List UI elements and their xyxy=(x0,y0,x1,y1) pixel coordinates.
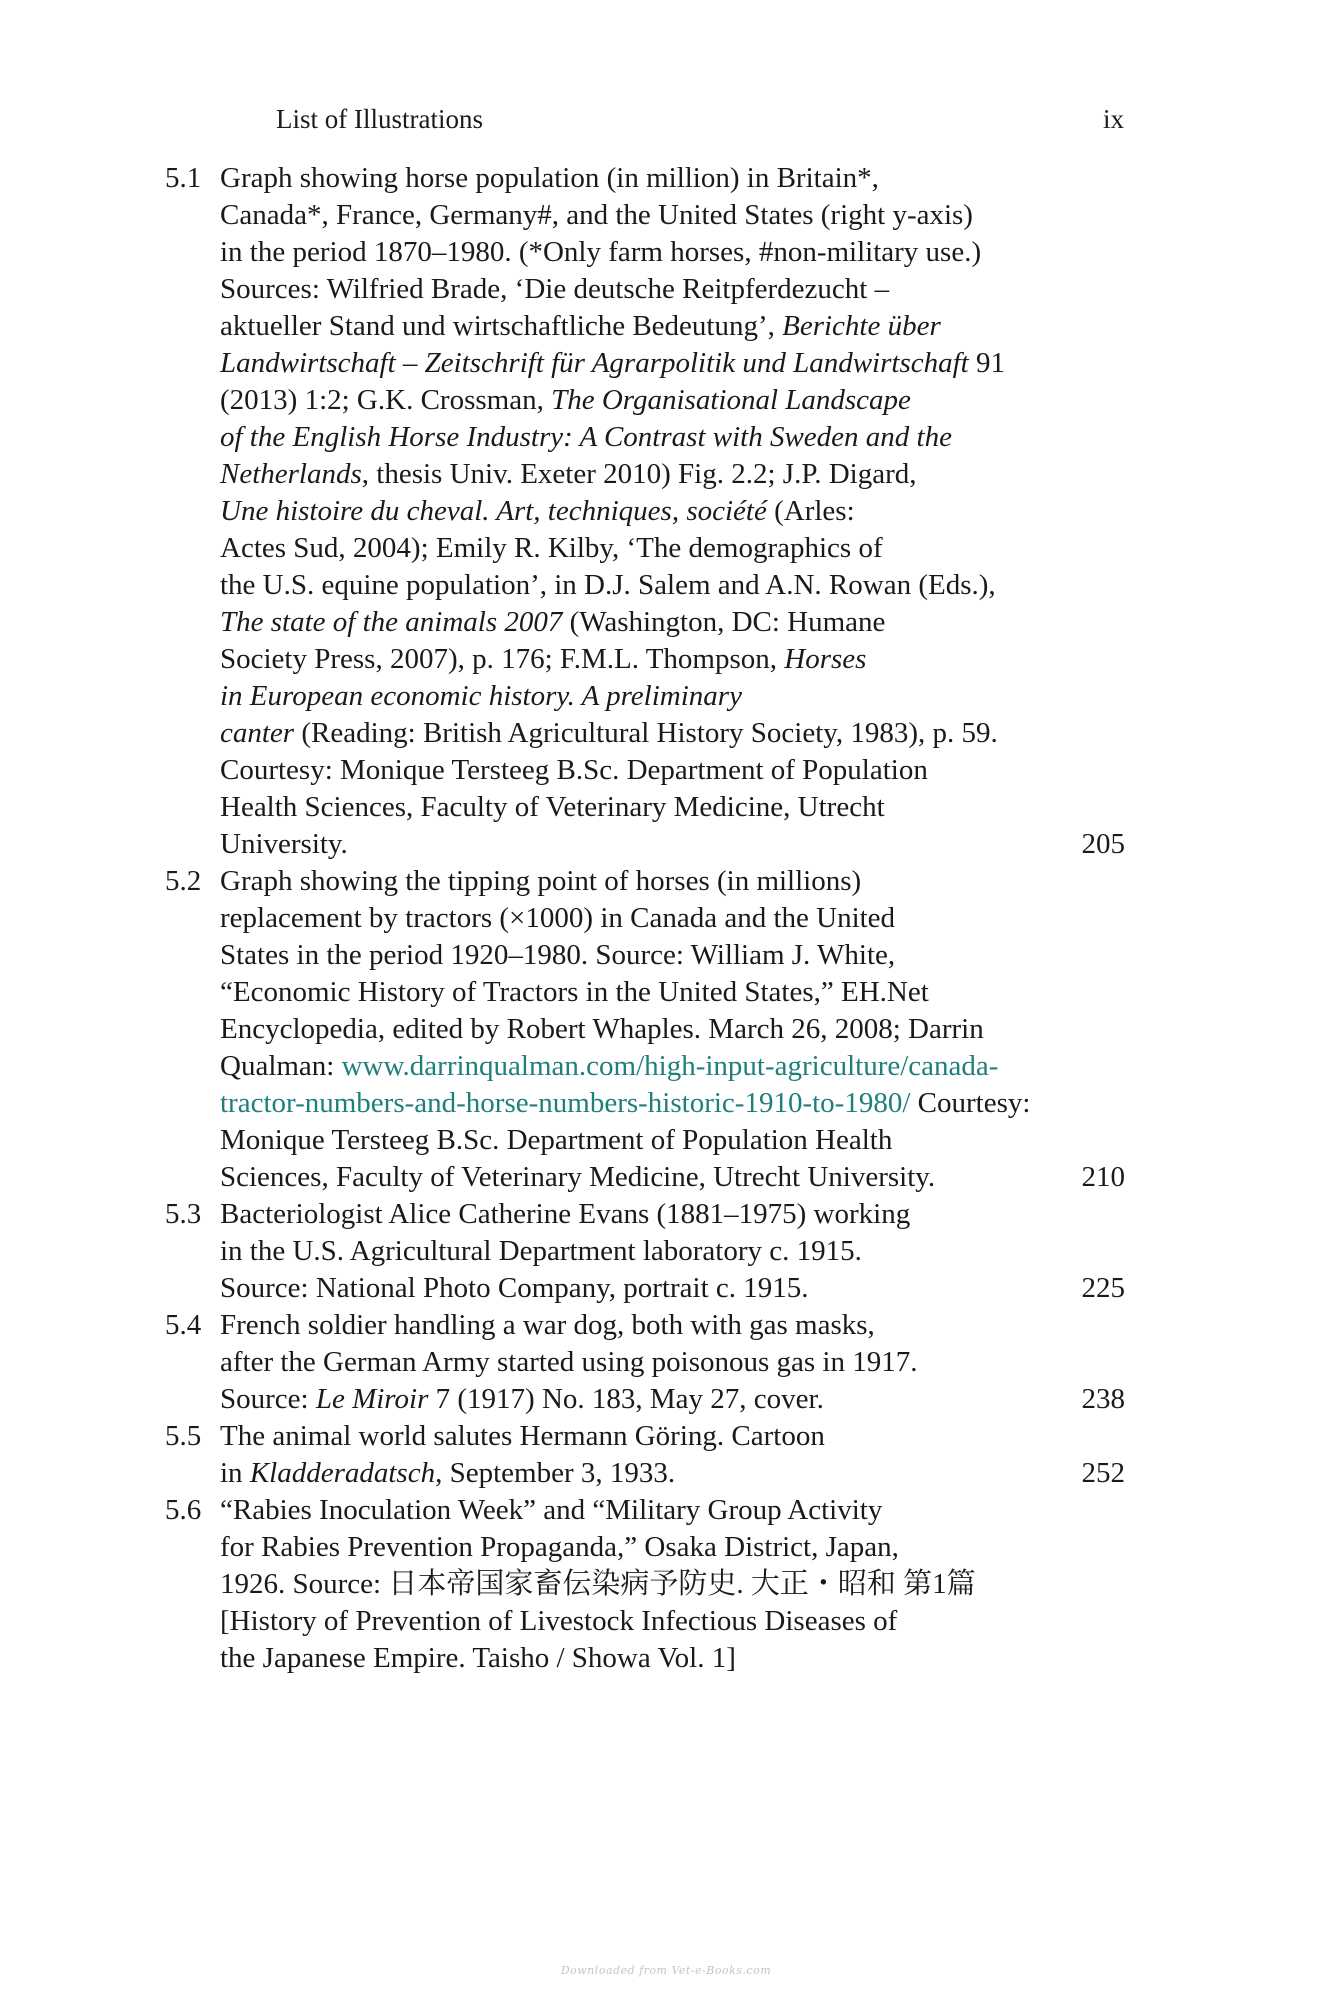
caption-line xyxy=(220,715,1125,752)
caption-italic: Netherlands xyxy=(220,458,362,490)
caption-text: after the German Army started using poisonous gas in 1917. xyxy=(220,1346,918,1378)
caption-line xyxy=(220,900,1125,937)
caption-text: Sciences, Faculty of Veterinary Medicine, Utrecht University. xyxy=(220,1161,936,1193)
caption-text: , thesis Univ. Exeter 2010) Fig. 2.2; J.P. Digard, xyxy=(361,458,917,490)
caption-line xyxy=(220,345,1125,382)
caption-italic: Une histoire du cheval. Art, techniques, société xyxy=(220,495,767,527)
caption-text: Sources: Wilfried Brade, ‘Die deutsche Reitpferdezucht – xyxy=(220,273,890,305)
caption-text: The animal world salutes Hermann Göring. Cartoon xyxy=(220,1420,825,1452)
figure-number: 5.6 xyxy=(165,1494,202,1526)
caption-text: (Arles: xyxy=(766,495,855,527)
caption-text: [History of Prevention of Livestock Infectious Diseases of xyxy=(220,1605,898,1637)
caption-line xyxy=(220,456,1125,493)
caption-line xyxy=(220,419,1125,456)
caption-line xyxy=(220,1529,1125,1566)
caption-text: Courtesy: Monique Tersteeg B.Sc. Department of Population xyxy=(220,754,928,786)
caption-link[interactable]: www.darrinqualman.com/high-input-agriculture/canada- xyxy=(341,1050,999,1082)
caption-text: 91 xyxy=(968,347,1005,379)
caption-line xyxy=(220,826,1125,863)
caption-line xyxy=(220,604,1125,641)
list-item xyxy=(165,1418,1125,1492)
caption-line xyxy=(220,1455,1125,1492)
caption-line xyxy=(220,1492,1125,1529)
caption-italic: Landwirtschaft – Zeitschrift für Agrarpolitik und Landwirtschaft xyxy=(220,347,969,379)
figure-number: 5.2 xyxy=(165,865,202,897)
caption-line xyxy=(220,382,1125,419)
caption-text: Health Sciences, Faculty of Veterinary Medicine, Utrecht xyxy=(220,791,885,823)
caption-italic: of the English Horse Industry: A Contrast with Sweden and the xyxy=(220,421,952,453)
caption-italic: Horses xyxy=(784,643,867,675)
caption-line xyxy=(220,678,1125,715)
caption-italic: The Organisational Landscape xyxy=(551,384,911,416)
caption-line xyxy=(220,1122,1125,1159)
caption-line xyxy=(220,493,1125,530)
caption-line xyxy=(220,197,1125,234)
caption-line xyxy=(220,234,1125,271)
caption-text: aktueller Stand und wirtschaftliche Bedeutung’, xyxy=(220,310,783,342)
caption-text: replacement by tractors (×1000) in Canada and the United xyxy=(220,902,896,934)
caption-line xyxy=(220,1603,1125,1640)
caption-text: Society Press, 2007), p. 176; F.M.L. Thompson, xyxy=(220,643,785,675)
caption-line xyxy=(220,641,1125,678)
page-reference: 210 xyxy=(1081,1161,1125,1193)
caption-line xyxy=(220,863,1125,900)
caption-text: in the U.S. Agricultural Department laboratory c. 1915. xyxy=(220,1235,862,1267)
caption-line xyxy=(220,308,1125,345)
caption-text: 1926. Source: 日本帝国家畜伝染病予防史. 大正・昭和 第1篇 xyxy=(220,1568,976,1600)
caption-text: for Rabies Prevention Propaganda,” Osaka District, Japan, xyxy=(220,1531,899,1563)
caption-text: (Washington, DC: Humane xyxy=(562,606,886,638)
caption-text: States in the period 1920–1980. Source: William J. White, xyxy=(220,939,896,971)
caption-link[interactable]: tractor-numbers-and-horse-numbers-historic-1910-to-1980/ xyxy=(220,1087,911,1119)
list-item xyxy=(165,1307,1125,1418)
figure-number: 5.1 xyxy=(165,162,202,194)
caption-text: the U.S. equine population’, in D.J. Salem and A.N. Rowan (Eds.), xyxy=(220,569,996,601)
figure-number: 5.5 xyxy=(165,1420,202,1452)
caption-text: in xyxy=(220,1457,250,1489)
caption-text: Qualman: xyxy=(220,1050,342,1082)
caption-text: “Economic History of Tractors in the United States,” EH.Net xyxy=(220,976,929,1008)
caption-italic: canter xyxy=(220,717,295,749)
running-head-title: List of Illustrations xyxy=(276,104,483,134)
caption-text: 7 (1917) No. 183, May 27, cover. xyxy=(428,1383,824,1415)
caption-text: , September 3, 1933. xyxy=(435,1457,676,1489)
caption-text: Source: National Photo Company, portrait c. 1915. xyxy=(220,1272,809,1304)
caption-line xyxy=(220,1159,1125,1196)
caption-line xyxy=(220,1196,1125,1233)
figure-number: 5.4 xyxy=(165,1309,202,1341)
caption-line xyxy=(220,937,1125,974)
caption-text: (Reading: British Agricultural History Society, 1983), p. 59. xyxy=(294,717,998,749)
caption-text: University. xyxy=(220,828,348,860)
caption-line xyxy=(220,1011,1125,1048)
caption-line xyxy=(220,567,1125,604)
caption-line xyxy=(220,974,1125,1011)
caption-text: in the period 1870–1980. (*Only farm horses, #non-military use.) xyxy=(220,236,982,268)
caption-line xyxy=(220,271,1125,308)
caption-line xyxy=(220,1270,1125,1307)
page-reference: 205 xyxy=(1081,828,1125,860)
caption-text: (2013) 1:2; G.K. Crossman, xyxy=(220,384,552,416)
page-reference: 252 xyxy=(1081,1457,1125,1489)
caption-line xyxy=(220,1085,1125,1122)
caption-line xyxy=(220,530,1125,567)
caption-italic: in European economic history. A preliminary xyxy=(220,680,742,712)
page-number: ix xyxy=(1102,104,1124,134)
caption-line xyxy=(220,789,1125,826)
caption-line xyxy=(220,1048,1125,1085)
page-reference: 225 xyxy=(1081,1272,1125,1304)
list-item xyxy=(165,863,1125,1196)
caption-text: Graph showing the tipping point of horses (in millions) xyxy=(220,865,862,897)
caption-text: Encyclopedia, edited by Robert Whaples. March 26, 2008; Darrin xyxy=(220,1013,984,1045)
caption-line xyxy=(220,1640,1125,1677)
caption-line xyxy=(220,1233,1125,1270)
list-item xyxy=(165,1196,1125,1307)
caption-text: “Rabies Inoculation Week” and “Military Group Activity xyxy=(220,1494,883,1526)
caption-text: Canada*, France, Germany#, and the United States (right y-axis) xyxy=(220,199,973,231)
caption-line xyxy=(220,1307,1125,1344)
illustration-list xyxy=(165,160,1125,1677)
list-item xyxy=(165,1492,1125,1677)
page-reference: 238 xyxy=(1081,1383,1125,1415)
caption-text: Source: xyxy=(220,1383,316,1415)
caption-text: French soldier handling a war dog, both with gas masks, xyxy=(220,1309,875,1341)
caption-line xyxy=(220,1381,1125,1418)
caption-italic: Berichte über xyxy=(782,310,941,342)
caption-text: the Japanese Empire. Taisho / Showa Vol. 1] xyxy=(220,1642,736,1674)
caption-italic: The state of the animals 2007 xyxy=(220,606,563,638)
list-item xyxy=(165,160,1125,863)
caption-text: Actes Sud, 2004); Emily R. Kilby, ‘The demographics of xyxy=(220,532,883,564)
caption-line xyxy=(220,1344,1125,1381)
caption-text: Graph showing horse population (in million) in Britain*, xyxy=(220,162,879,194)
caption-line xyxy=(220,160,1125,197)
caption-text: Bacteriologist Alice Catherine Evans (1881–1975) working xyxy=(220,1198,911,1230)
caption-line xyxy=(220,1418,1125,1455)
caption-italic: Le Miroir xyxy=(315,1383,429,1415)
caption-line xyxy=(220,752,1125,789)
figure-number: 5.3 xyxy=(165,1198,202,1230)
watermark: Downloaded from Vet-e-Books.com xyxy=(560,1964,772,1977)
caption-italic: Kladderadatsch xyxy=(249,1457,436,1489)
caption-line xyxy=(220,1566,1125,1603)
caption-text: Courtesy: xyxy=(910,1087,1031,1119)
caption-text: Monique Tersteeg B.Sc. Department of Population Health xyxy=(220,1124,893,1156)
